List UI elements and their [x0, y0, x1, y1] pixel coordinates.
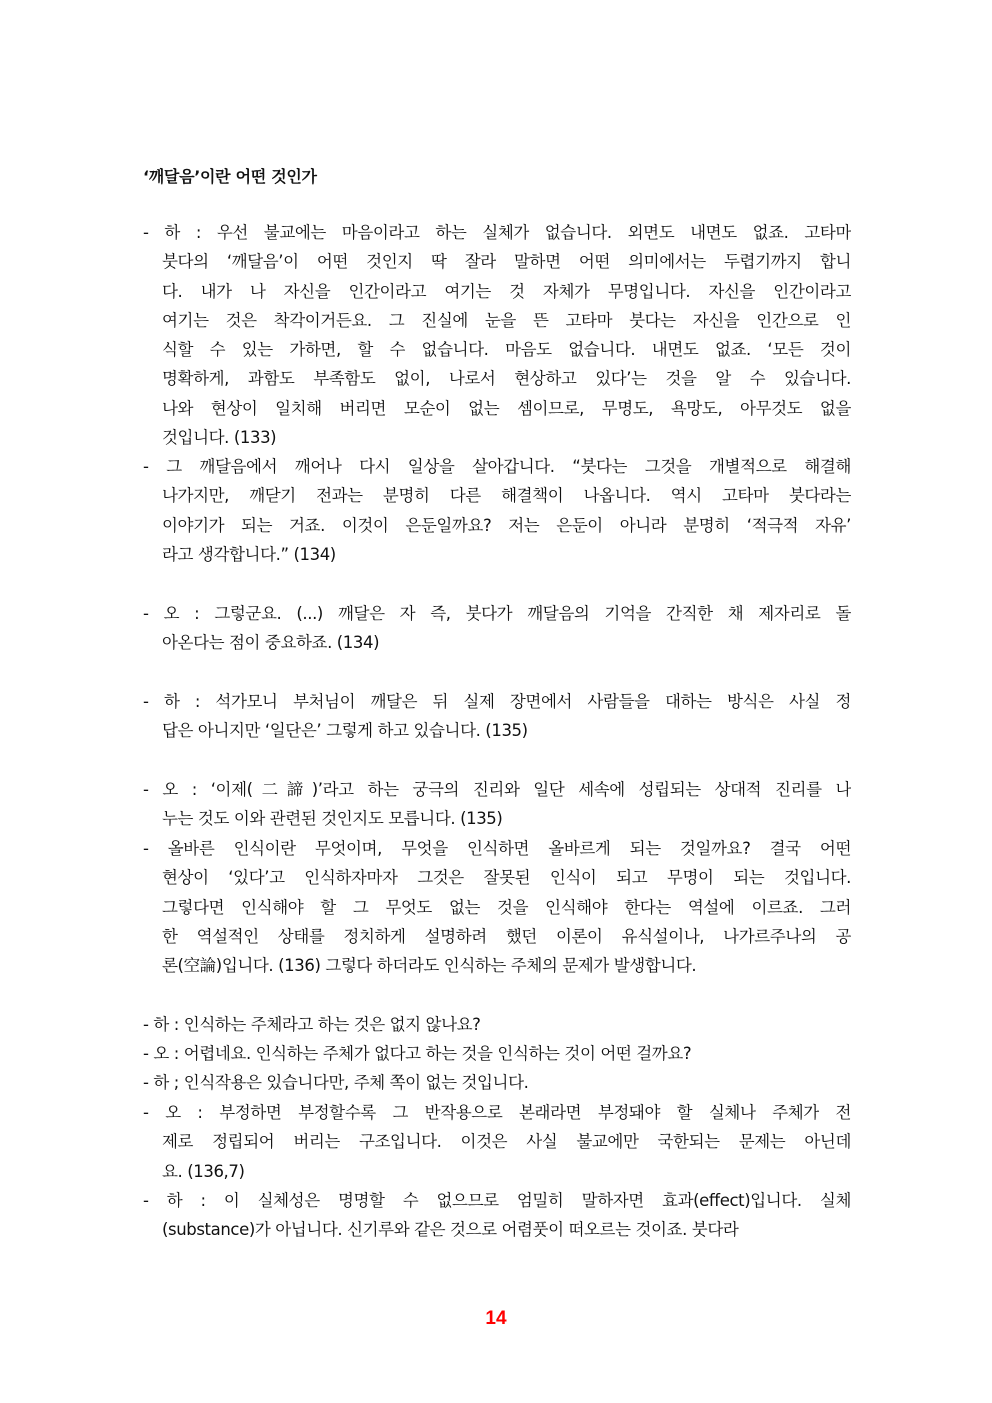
dialogue-paragraph [143, 1186, 851, 1245]
dialogue-paragraph [143, 452, 851, 569]
text-line: 한 역설적인 상태를 정치하게 설명하려 했던 이론이 유식설이나, 나가르주나의 공 [162, 926, 851, 946]
text-line: 아온다는 점이 중요하죠. (134) [162, 633, 380, 653]
text-line: - 오 : 어렵네요. 인식하는 주체가 없다고 하는 것을 인식하는 것이 어떤 걸까요? [143, 1044, 692, 1063]
text-line: 여기는 것은 착각이거든요. 그 진실에 눈을 뜬 고타마 붓다는 자신을 인간으로 인 [162, 310, 851, 330]
text-line: - 하 : 우선 불교에는 마음이라고 하는 실체가 없습니다. 외면도 내면도 없죠. 고타마 [143, 223, 851, 242]
text-line: 제로 정립되어 버리는 구조입니다. 이것은 사실 불교에만 국한되는 문제는 아닌데 [162, 1132, 851, 1152]
dialogue-paragraph [143, 599, 851, 658]
text-line: - 하 : 석가모니 부처님이 깨달은 뒤 실제 장면에서 사람들을 대하는 방식은 사실 정 [143, 692, 851, 711]
text-line: - 하 : 인식하는 주체라고 하는 것은 없지 않나요? [143, 1015, 481, 1034]
text-line: 나와 현상이 일치해 버리면 모순이 없는 셈이므로, 무명도, 욕망도, 아무것도 없을 [162, 398, 851, 418]
text-line: 나가지만, 깨닫기 전과는 분명히 다른 해결책이 나옵니다. 역시 고타마 붓다라는 [162, 486, 851, 506]
dialogue-paragraph [143, 1098, 851, 1186]
text-line: - 오 : 부정하면 부정할수록 그 반작용으로 본래라면 부정돼야 할 실체나 주체가 전 [143, 1103, 851, 1122]
text-line: 식할 수 있는 가하면, 할 수 없습니다. 마음도 없습니다. 내면도 없죠. ‘모든 것이 [162, 340, 851, 360]
dialogue-paragraph [143, 1068, 851, 1097]
text-line: 붓다의 ‘깨달음’이 어떤 것인지 딱 잘라 말하면 어떤 의미에서는 두렵기까지 합니 [162, 252, 851, 272]
text-line: 답은 아니지만 ‘일단은’ 그렇게 하고 있습니다. (135) [162, 721, 528, 741]
dialogue-paragraph [143, 1039, 851, 1068]
section-title: ‘깨달음’이란 어떤 것인가 [143, 167, 317, 186]
text-line: - 오 : 그렇군요. (...) 깨달은 자 즉, 붓다가 깨달음의 기억을 간직한 채 제자리로 돌 [143, 604, 851, 623]
text-line: 그렇다면 인식해야 할 그 무엇도 없는 것을 인식해야 한다는 역설에 이르죠. 그러 [162, 897, 851, 917]
text-line: (substance)가 아닙니다. 신기루와 같은 것으로 어렴풋이 떠오르는 것이죠. 붓다라 [162, 1220, 739, 1240]
dialogue-paragraph [143, 834, 851, 980]
text-line: 요. (136,7) [162, 1161, 245, 1181]
text-line: 명확하게, 과함도 부족함도 없이, 나로서 현상하고 있다’는 것을 알 수 있습니다. [162, 369, 851, 389]
dialogue-paragraph [143, 687, 851, 746]
text-line: 다. 내가 나 자신을 인간이라고 여기는 것 자체가 무명입니다. 자신을 인간이라고 [162, 281, 851, 301]
text-line: 것입니다. (133) [162, 428, 277, 448]
text-line: 이야기가 되는 거죠. 이것이 은둔일까요? 저는 은둔이 아니라 분명히 ‘적극적 자유’ [162, 515, 851, 535]
text-line: 누는 것도 이와 관련된 것인지도 모릅니다. (135) [162, 809, 503, 829]
page-number: 14 [485, 1308, 507, 1329]
dialogue-paragraph [143, 775, 851, 834]
dialogue-paragraph [143, 218, 851, 452]
text-line: - 올바른 인식이란 무엇이며, 무엇을 인식하면 올바르게 되는 것일까요? 결국 어떤 [143, 839, 851, 858]
text-line: - 오 : ‘이제(二諦)’라고 하는 궁극의 진리와 일단 세속에 성립되는 상대적 진리를 나 [143, 780, 851, 799]
text-line: - 하 : 이 실체성은 명명할 수 없으므로 엄밀히 말하자면 효과(effect)입니다. 실체 [143, 1191, 851, 1210]
text-line: - 하 ; 인식작용은 있습니다만, 주체 쪽이 없는 것입니다. [143, 1073, 529, 1092]
text-line: 현상이 ‘있다’고 인식하자마자 그것은 잘못된 인식이 되고 무명이 되는 것입니다. [162, 868, 851, 888]
text-line: 론(空論)입니다. (136) 그렇다 하더라도 인식하는 주체의 문제가 발생합니다. [162, 956, 697, 976]
text-line: 라고 생각합니다.” (134) [162, 544, 336, 564]
dialogue-paragraph [143, 1010, 851, 1039]
text-line: - 그 깨달음에서 깨어나 다시 일상을 살아갑니다. “붓다는 그것을 개별적으로 해결해 [143, 457, 851, 476]
